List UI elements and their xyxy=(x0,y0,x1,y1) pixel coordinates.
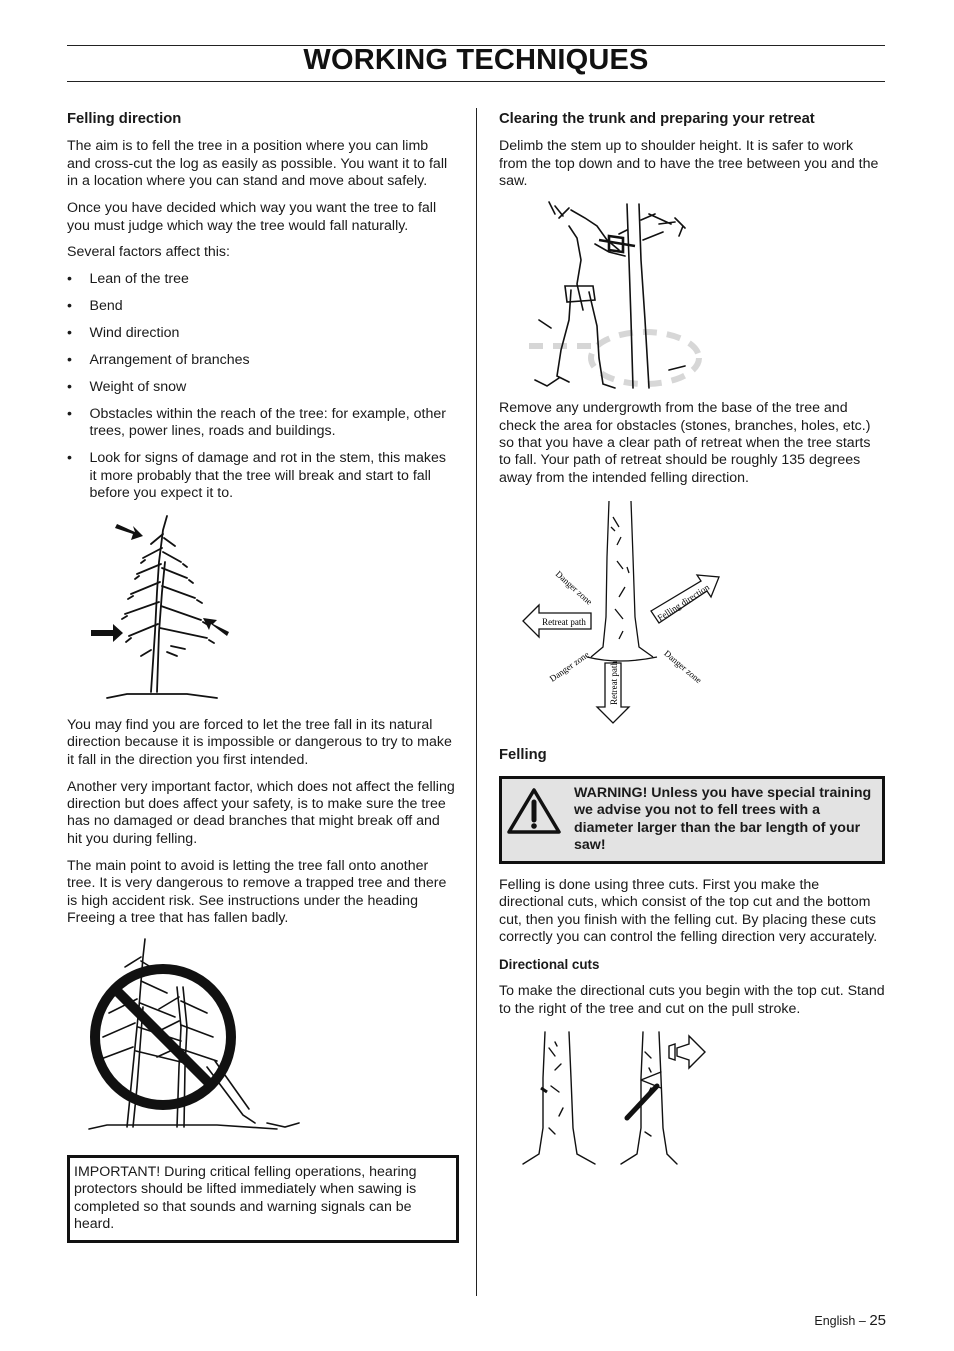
no-tree-on-tree-illustration xyxy=(67,937,455,1137)
left-paragraph-5: Another very important factor, which does not affect the felling direction but does affect your safety, is to make sure the tree has no damaged or dead branches that might break off and hit you during felling. xyxy=(67,778,455,847)
left-paragraph-6: The main point to avoid is letting the tree fall onto another tree. It is very dangerous to remove a trapped tree and there is high accident risk. See instructions under the heading Freeing a tree that has fallen badly. xyxy=(67,857,447,926)
left-paragraph-4: You may find you are forced to let the tree fall in its natural direction because it is impossible or dangerous to try to make it fall in the direction you first intended. xyxy=(67,716,452,768)
right-column xyxy=(499,108,885,1176)
footer-language: English xyxy=(814,1314,856,1328)
column-divider xyxy=(476,108,477,1296)
important-notice-text: IMPORTANT! During critical felling operations, hearing protectors should be lifted immediately when sawing is completed so that sounds and warning signals can be heard. xyxy=(74,1163,417,1233)
right-paragraph-3: Felling is done using three cuts. First you make the directional cuts, which consist of the top cut and the bottom cut, then you finish with the felling cut. By placing these cuts correctly you can control the felling direction very accurately. xyxy=(499,876,878,945)
retreat-path-diagram xyxy=(499,497,885,733)
important-notice-box xyxy=(67,1155,459,1243)
left-paragraph-1: The aim is to fell the tree in a position where you can limb and cross-cut the log as easily as possible. You want it to fall in a location where you can stand and move about safely. xyxy=(67,138,448,190)
page-title: WORKING TECHNIQUES xyxy=(303,44,649,76)
danger-zone-label-bottom-right: Danger zone xyxy=(662,647,704,685)
left-paragraph-2: Once you have decided which way you want the tree to fall you must judge which way the tree would fall naturally. xyxy=(67,200,437,234)
clearing-trunk-heading: Clearing the trunk and preparing your retreat xyxy=(499,111,815,127)
right-paragraph-4: To make the directional cuts you begin with the top cut. Stand to the right of the tree and cut on the pull stroke. xyxy=(499,983,885,1017)
right-paragraph-1: Delimb the stem up to shoulder height. It is safer to work from the top down and to have the tree between you and the saw. xyxy=(499,138,879,190)
felling-heading: Felling xyxy=(499,746,547,763)
page-number: 25 xyxy=(869,1312,886,1329)
directional-cuts-heading: Directional cuts xyxy=(499,956,600,972)
footer-separator: – xyxy=(858,1314,866,1328)
left-column xyxy=(67,108,455,1243)
list-item: • Weight of snow xyxy=(67,379,455,396)
delimbing-worker-illustration xyxy=(499,200,885,396)
right-paragraph-2: Remove any undergrowth from the base of the tree and check the area for obstacles (stones, branches, holes, etc.) so that you have a clear path of retreat when the tree starts to fall. Your path of retreat should be roughly 135 degrees away from the intended felling direction. xyxy=(499,400,871,486)
warning-box xyxy=(499,776,885,864)
header-rule-bottom xyxy=(67,81,885,82)
danger-zone-label-bottom-left: Danger zone xyxy=(547,648,591,684)
list-item: • Wind direction xyxy=(67,325,455,342)
warning-text: WARNING! Unless you have special training we advise you not to fell trees with a diameter larger than the bar length of your saw! xyxy=(574,785,872,854)
tree-factors-illustration xyxy=(67,512,455,700)
page-footer xyxy=(814,1312,886,1329)
factors-list xyxy=(67,271,455,502)
directional-cuts-illustration xyxy=(499,1028,885,1176)
felling-direction-label: Felling direction xyxy=(655,581,712,623)
retreat-path-label-bottom: Retreat path xyxy=(609,660,619,705)
felling-direction-heading: Felling direction xyxy=(67,111,182,127)
danger-zone-label-top-left: Danger zone xyxy=(553,568,595,607)
left-paragraph-3: Several factors affect this: xyxy=(67,244,230,261)
list-item: • Obstacles within the reach of the tree: for example, other trees, power lines, roads and buildings. xyxy=(67,406,455,441)
list-item: • Look for signs of damage and rot in the stem, this makes it more probably that the tree will break and start to fall before you expect it to. xyxy=(67,450,455,502)
list-item: • Arrangement of branches xyxy=(67,352,455,369)
retreat-path-label-left: Retreat path xyxy=(542,616,586,627)
list-item: • Bend xyxy=(67,298,455,315)
warning-triangle-icon xyxy=(506,785,568,840)
list-item: • Lean of the tree xyxy=(67,271,455,288)
